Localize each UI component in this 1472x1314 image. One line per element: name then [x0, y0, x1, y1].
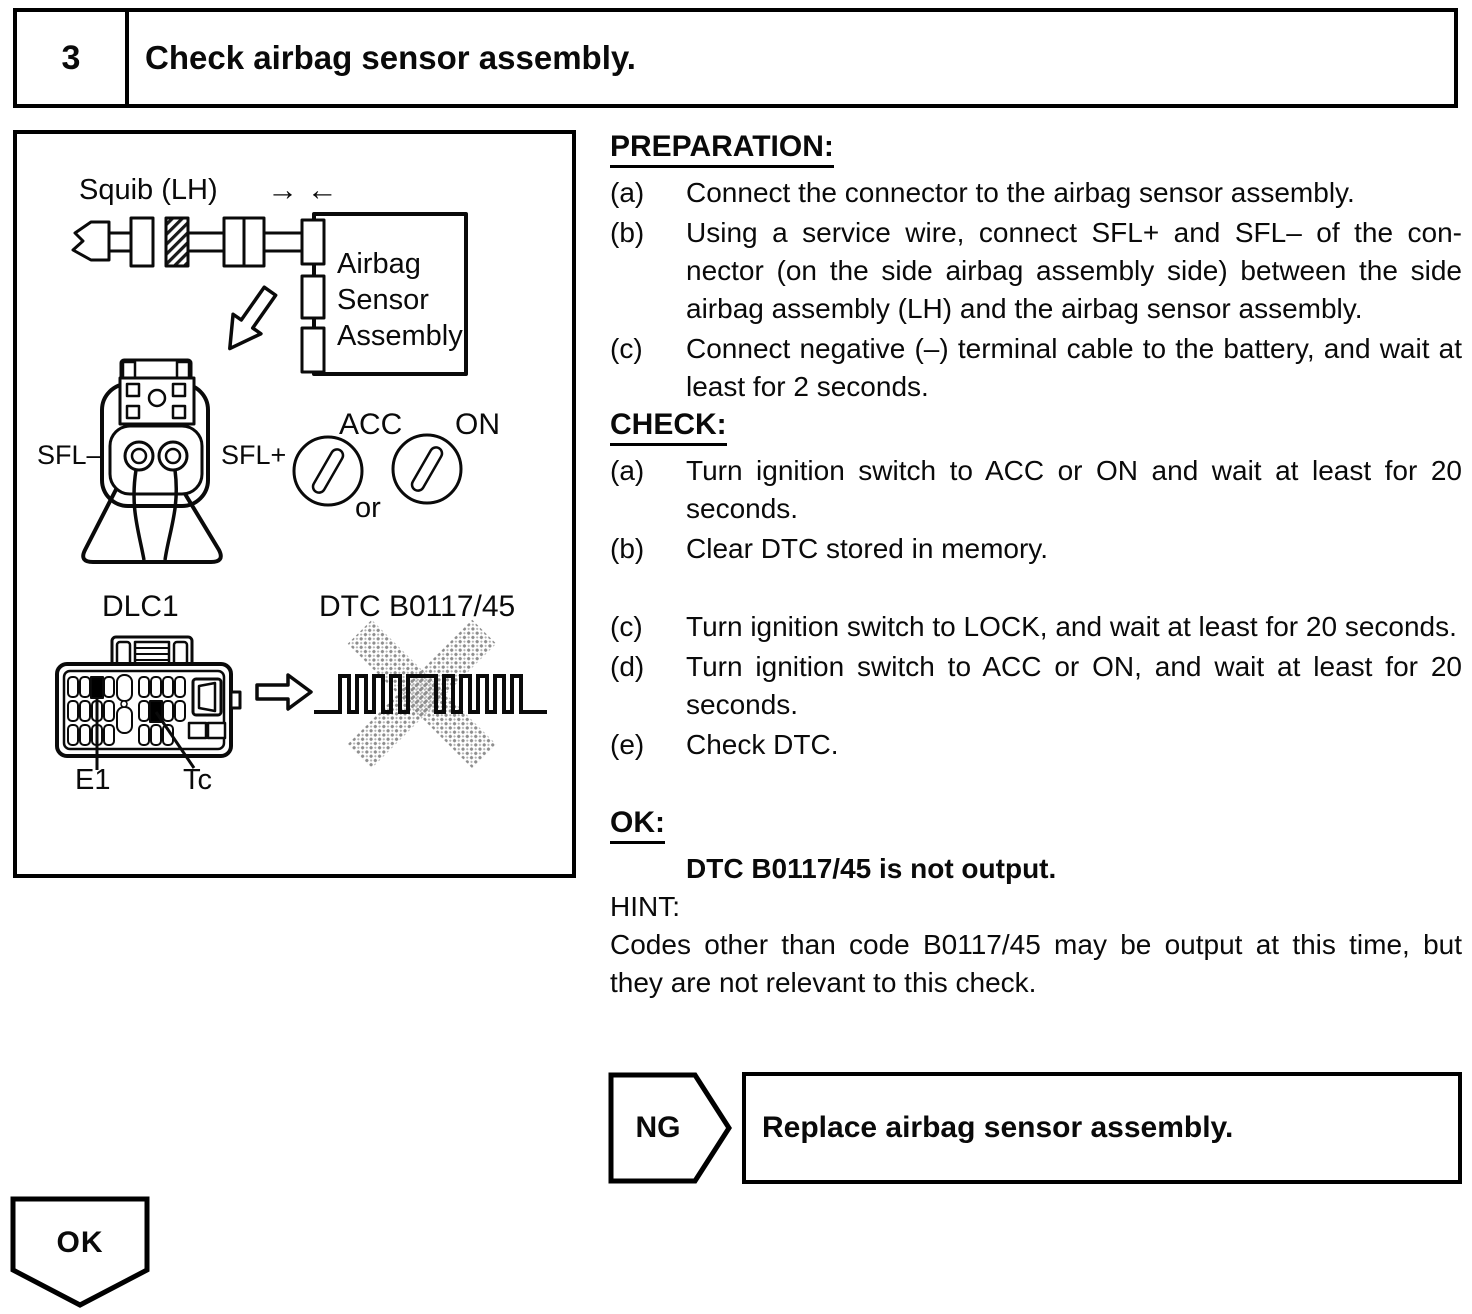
sfl-connector-drawing — [83, 360, 221, 562]
or-label: or — [355, 492, 381, 524]
item-text: Connect the connector to the airbag sensor assembly. — [686, 177, 1355, 208]
sfl-minus-label: SFL– — [37, 440, 102, 470]
item-text: Check DTC. — [686, 729, 839, 760]
item-text: Turn ignition switch to LOCK, and wait at least for 20 seconds. — [686, 611, 1457, 642]
output-arrow — [257, 675, 311, 709]
item-label: (b) — [610, 533, 645, 564]
dtc-waveform-drawing — [314, 620, 547, 768]
acc-label: ACC — [339, 408, 403, 441]
preparation-item — [610, 214, 1462, 328]
dlc1-label: DLC1 — [102, 590, 179, 623]
check-item — [610, 726, 1462, 764]
tc-label: Tc — [183, 764, 212, 796]
hint-heading: HINT: — [610, 891, 680, 922]
item-label: (c) — [610, 611, 643, 642]
step-number: 3 — [17, 12, 129, 104]
item-label: (c) — [610, 333, 643, 364]
item-label: (a) — [610, 177, 645, 208]
ok-flow-shape — [10, 1196, 150, 1308]
not-output-cross — [348, 620, 496, 768]
check-item — [610, 530, 1462, 568]
sfl-plus-label: SFL+ — [221, 440, 287, 470]
connect-arrows-icon: → ← — [267, 172, 338, 207]
item-text: Using a service wire, connect SFL+ and SFL– of the connector (on the side airbag assembly side) between the side airbag assembly (LH) and the airbag sensor assembly. — [686, 217, 1462, 324]
e1-label: E1 — [75, 764, 111, 796]
e1-pin — [91, 677, 103, 698]
item-label: (b) — [610, 217, 645, 248]
ok-label: OK — [56, 1226, 104, 1259]
pointer-arrow — [216, 281, 284, 358]
squib-label: Squib (LH) — [79, 174, 218, 206]
step-title: Check airbag sensor assembly. — [145, 39, 636, 76]
ng-flow-shape — [608, 1072, 732, 1184]
ng-branch-row — [608, 1072, 1462, 1184]
preparation-heading: PREPARATION: — [610, 130, 834, 168]
wiring-diagram — [17, 134, 572, 874]
item-label: (e) — [610, 729, 645, 760]
item-label: (a) — [610, 455, 645, 486]
procedure-text-column — [610, 130, 1462, 1002]
preparation-item — [610, 174, 1462, 212]
hint-text: Codes other than code B0117/45 may be output at this time, but they are not relevant to this check. — [610, 929, 1462, 998]
item-label: (d) — [610, 651, 645, 682]
item-text: Clear DTC stored in memory. — [686, 533, 1049, 564]
dlc1-connector-drawing — [57, 637, 240, 770]
ng-label: NG — [635, 1111, 681, 1144]
check-item — [610, 648, 1462, 724]
ok-heading: OK: — [610, 806, 665, 844]
ok-result-text: DTC B0117/45 is not output. — [686, 853, 1057, 884]
ng-action-box: Replace airbag sensor assembly. — [742, 1072, 1462, 1184]
step-header — [13, 8, 1458, 108]
figure-box — [13, 130, 576, 878]
item-text: Turn ignition switch to ACC or ON, and wait at least for 20 seconds. — [686, 651, 1462, 720]
airbag-sensor-assembly-label: Airbag Sensor Assembly — [337, 248, 463, 352]
check-heading: CHECK: — [610, 408, 727, 446]
preparation-item — [610, 330, 1462, 406]
on-label: ON — [455, 408, 500, 441]
check-item — [610, 452, 1462, 528]
check-item — [610, 608, 1462, 646]
item-text: Turn ignition switch to ACC or ON and wait at least for 20 seconds. — [686, 455, 1462, 524]
dtc-label: DTC B0117/45 — [319, 590, 516, 623]
item-text: Connect negative (–) terminal cable to the battery, and wait at least for 2 seconds. — [686, 333, 1462, 402]
